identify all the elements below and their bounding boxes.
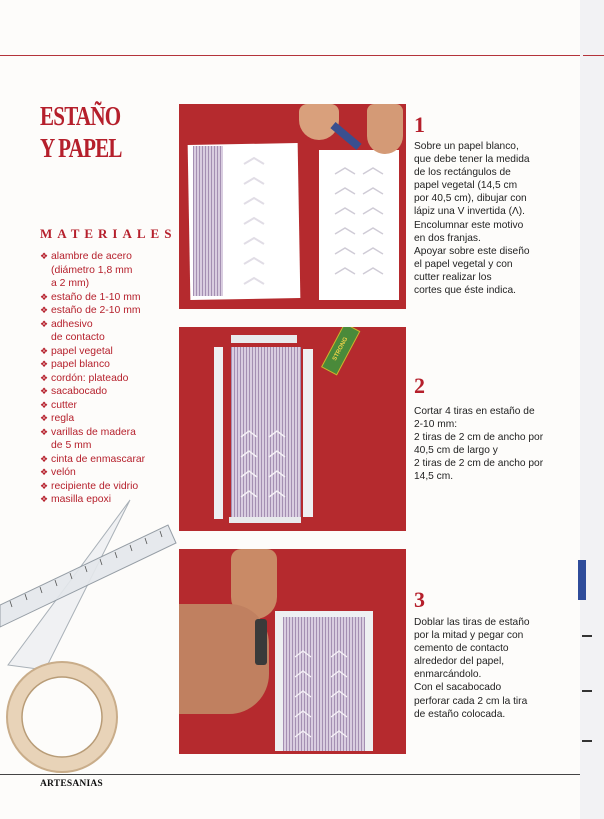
diamond-bullet-icon: ❖ xyxy=(40,386,49,396)
diamond-bullet-icon: ❖ xyxy=(40,494,49,504)
material-item xyxy=(40,399,168,413)
step-2-photo xyxy=(179,327,406,531)
tin-strip-top xyxy=(231,335,297,343)
diamond-bullet-icon: ❖ xyxy=(40,426,49,437)
material-item xyxy=(40,318,168,332)
ruler-shape xyxy=(0,525,176,627)
material-item-label: sacabocado xyxy=(51,386,108,397)
page-title xyxy=(40,100,141,164)
material-item xyxy=(40,291,168,305)
next-page-mark-1 xyxy=(582,635,592,637)
title-line-1: ESTAÑO xyxy=(40,101,121,131)
material-item xyxy=(40,250,168,264)
material-item-label: regla xyxy=(51,413,75,424)
next-page-mark-3 xyxy=(582,740,592,742)
material-item-label: alambre de acero xyxy=(51,251,132,262)
next-page-edge xyxy=(580,0,604,819)
chevron-pattern-right xyxy=(327,164,391,294)
ruler-and-tape-illustration xyxy=(0,495,180,775)
chevron-cuts xyxy=(237,427,297,517)
hand-left xyxy=(299,104,339,140)
chevron-pattern-left xyxy=(229,154,289,294)
material-item xyxy=(40,304,168,318)
step-1-number: 1 xyxy=(414,112,425,137)
tin-strip-right xyxy=(303,349,313,517)
material-item-label: cinta de enmascarar xyxy=(51,453,146,465)
diamond-bullet-icon: ❖ xyxy=(40,453,49,464)
step-3-number: 3 xyxy=(414,587,425,612)
material-item xyxy=(40,358,168,372)
material-item-label: papel blanco xyxy=(51,359,110,370)
material-item-label: adhesivo xyxy=(51,318,93,330)
diamond-bullet-icon: ❖ xyxy=(40,399,49,410)
top-rule xyxy=(0,55,580,56)
diamond-bullet-icon xyxy=(40,331,51,345)
diamond-bullet-icon: ❖ xyxy=(40,251,49,261)
vegetal-paper-left xyxy=(193,146,223,296)
hand-right xyxy=(367,104,403,154)
hole-punch-tool xyxy=(255,619,267,665)
material-item-label: de contacto xyxy=(51,332,105,343)
footer-label: ARTESANIAS xyxy=(40,779,103,789)
material-item xyxy=(40,345,168,359)
step-3-photo xyxy=(179,549,406,754)
material-item xyxy=(40,480,168,494)
material-item xyxy=(40,412,168,426)
material-item-label: recipiente de vidrio xyxy=(51,480,139,492)
diamond-bullet-icon: ❖ xyxy=(40,305,49,315)
materials-list xyxy=(40,250,168,507)
next-page-blue-mark xyxy=(578,560,586,600)
diamond-bullet-icon: ❖ xyxy=(40,291,49,302)
material-item-label: masilla epoxi xyxy=(51,494,112,505)
chevron-cuts-framed xyxy=(291,649,361,749)
material-item xyxy=(40,264,168,278)
tin-strip-left xyxy=(214,347,223,519)
materials-heading: MATERIALES xyxy=(40,226,177,241)
material-item xyxy=(40,466,168,480)
material-item xyxy=(40,331,168,345)
material-item-label: varillas de madera xyxy=(51,426,136,438)
diamond-bullet-icon xyxy=(40,264,51,278)
next-page-top-rule xyxy=(583,55,604,56)
diamond-bullet-icon: ❖ xyxy=(40,372,49,383)
material-item xyxy=(40,439,168,453)
material-item-label: cordón: plateado xyxy=(51,372,129,384)
step-2-number: 2 xyxy=(414,373,425,398)
glue-tube-label: STRONG xyxy=(332,336,350,362)
step-1-text: Sobre un papel blanco, que debe tener la medida de los rectángulos de papel vegetal (14,5 cm por 40,5 cm), dibujar con lápiz una V invertida (Λ). Encolumnar este motivo en dos franjas. Apoyar sobre este diseño el papel vegetal y con cutter realizar los cortes que éste indica. xyxy=(414,141,530,297)
step-2-text: Cortar 4 tiras en estaño de 2-10 mm: 2 tiras de 2 cm de ancho por 40,5 cm de largo y 2 tiras de 2 cm de ancho por 14,5 cm. xyxy=(414,406,544,483)
cutter xyxy=(330,122,361,150)
material-item xyxy=(40,372,168,386)
diamond-bullet-icon: ❖ xyxy=(40,413,49,423)
masking-tape-core xyxy=(22,677,102,757)
material-item-label: a 2 mm) xyxy=(51,278,90,289)
material-item-label: velón xyxy=(51,467,76,478)
diamond-bullet-icon: ❖ xyxy=(40,467,49,477)
step-3-text: Doblar las tiras de estaño por la mitad y pegar con cemento de contacto alrededor del papel, enmarcándolo. Con el sacabocado perforar cada 2 cm la tira de estaño colocada. xyxy=(414,617,530,720)
tin-strip-bottom xyxy=(229,517,301,523)
material-item-label: (diámetro 1,8 mm xyxy=(51,264,133,276)
material-item-label: estaño de 2-10 mm xyxy=(51,305,141,316)
diamond-bullet-icon: ❖ xyxy=(40,359,49,369)
glue-tube xyxy=(321,327,360,375)
diamond-bullet-icon xyxy=(40,277,51,291)
step-1-photo xyxy=(179,104,406,309)
next-page-mark-2 xyxy=(582,690,592,692)
material-item xyxy=(40,385,168,399)
diamond-bullet-icon: ❖ xyxy=(40,318,49,329)
material-item-label: de 5 mm xyxy=(51,440,92,451)
material-item-label: estaño de 1-10 mm xyxy=(51,291,141,303)
title-line-2: Y PAPEL xyxy=(40,133,122,163)
material-item xyxy=(40,453,168,467)
material-item-label: cutter xyxy=(51,399,77,411)
material-item-label: papel vegetal xyxy=(51,345,113,357)
diamond-bullet-icon: ❖ xyxy=(40,480,49,491)
diamond-bullet-icon xyxy=(40,439,51,453)
diamond-bullet-icon: ❖ xyxy=(40,345,49,356)
material-item xyxy=(40,277,168,291)
material-item xyxy=(40,426,168,440)
